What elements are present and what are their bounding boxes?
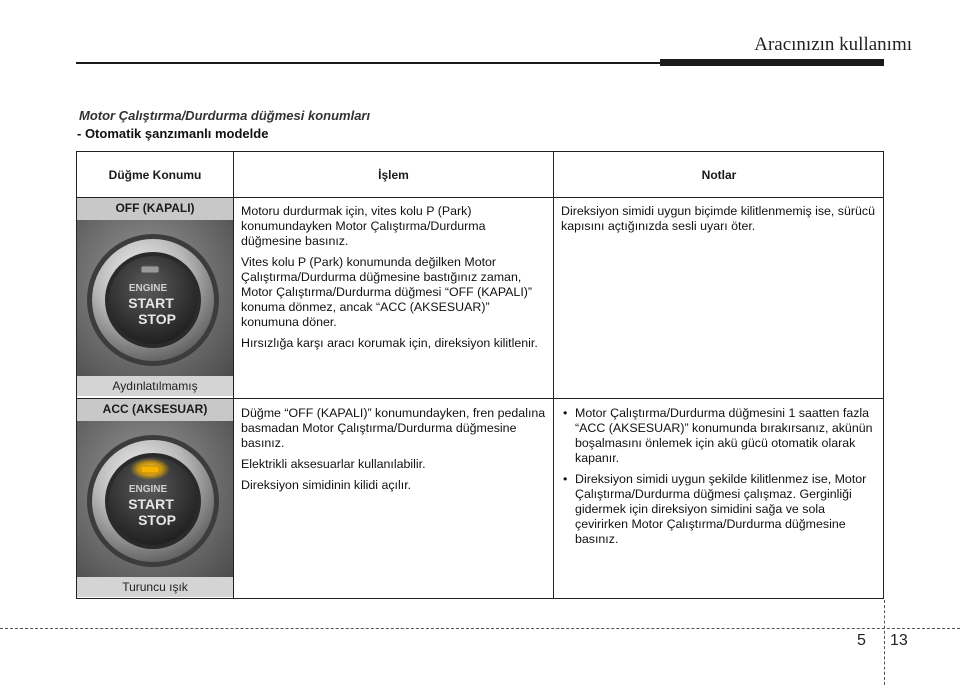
caption-off: Aydınlatılmamış (77, 376, 233, 396)
column-header-operation: İşlem (378, 167, 409, 182)
footer-dashed-divider (884, 600, 885, 685)
operation-cell-off (241, 204, 547, 357)
column-header-position: Düğme Konumu (108, 167, 202, 182)
button-text-stop: STOP (138, 311, 176, 327)
operation-paragraph: Hırsızlığa karşı aracı korumak için, direksiyon kilitlenir. (241, 336, 538, 350)
notes-cell-acc (561, 406, 879, 553)
column-divider (233, 152, 234, 598)
button-text-stop: STOP (138, 512, 176, 528)
operation-paragraph: Vites kolu P (Park) konumunda değilken Motor Çalıştırma/Durdurma düğmesine bastığınız zaman, Motor Çalıştırma/Durdurma düğmesi “OFF (KAPALI)” konuma dönmez, ancak “ACC (AKSESUAR)” konumuna döner. (241, 255, 533, 329)
chapter-title: Aracınızın kullanımı (754, 34, 912, 55)
section-subtitle: - Otomatik şanzımanlı modelde (77, 126, 269, 141)
footer-chapter-number: 5 (857, 632, 866, 649)
notes-list-item: • Motor Çalıştırma/Durdurma düğmesini 1 saatten fazla “ACC (AKSESUAR)” konumunda bırakırsanız, akünün boşalmasını önlemek için akü gücü otomatik olarak kapanır. (561, 406, 879, 466)
button-text-start: START (128, 295, 174, 311)
button-text-start: START (128, 496, 174, 512)
state-label-off: OFF (KAPALI) (77, 198, 233, 220)
operation-cell-acc (241, 406, 547, 499)
operation-paragraph: Elektrikli aksesuarlar kullanılabilir. (241, 457, 426, 471)
state-label-acc: ACC (AKSESUAR) (77, 399, 233, 421)
header-bar (660, 59, 884, 66)
operation-paragraph: Direksiyon simidinin kilidi açılır. (241, 478, 412, 492)
notes-list-item: • Direksiyon simidi uygun şekilde kilitlenmez ise, Motor Çalıştırma/Durdurma düğmesi çalışmaz. Gerginliği gidermek için direksiyon simidini sağa ve sola çevirirken Motor Çalıştırma/Durdurma düğmesine basınız. (561, 472, 879, 547)
button-text-engine: ENGINE (128, 283, 168, 294)
column-divider (553, 152, 554, 598)
indicator-light-off (141, 266, 159, 273)
positions-table (76, 151, 884, 599)
start-stop-button-photo-acc (77, 421, 233, 577)
notes-cell-off (561, 204, 877, 240)
notes-list (561, 406, 879, 547)
caption-acc: Turuncu ışık (77, 577, 233, 597)
column-header-notes: Notlar (701, 167, 737, 182)
start-stop-button-photo-off (77, 220, 233, 376)
button-text-engine: ENGINE (128, 484, 168, 495)
operation-paragraph: Düğme “OFF (KAPALI)” konumundayken, fren pedalına basmadan Motor Çalıştırma/Durdurma düğmesine basınız. (241, 406, 546, 450)
indicator-light-orange (141, 466, 159, 473)
footer-dashed-rule (0, 628, 960, 629)
footer-page-number: 13 (890, 632, 908, 649)
notes-paragraph: Direksiyon simidi uygun biçimde kilitlenmemiş ise, sürücü kapısını açtığınızda sesli uyarı öter. (561, 204, 876, 233)
section-title: Motor Çalıştırma/Durdurma düğmesi konumları (79, 108, 371, 123)
header-rule (76, 62, 660, 64)
operation-paragraph: Motoru durdurmak için, vites kolu P (Park) konumundayken Motor Çalıştırma/Durdurma düğmesine basınız. (241, 204, 486, 248)
